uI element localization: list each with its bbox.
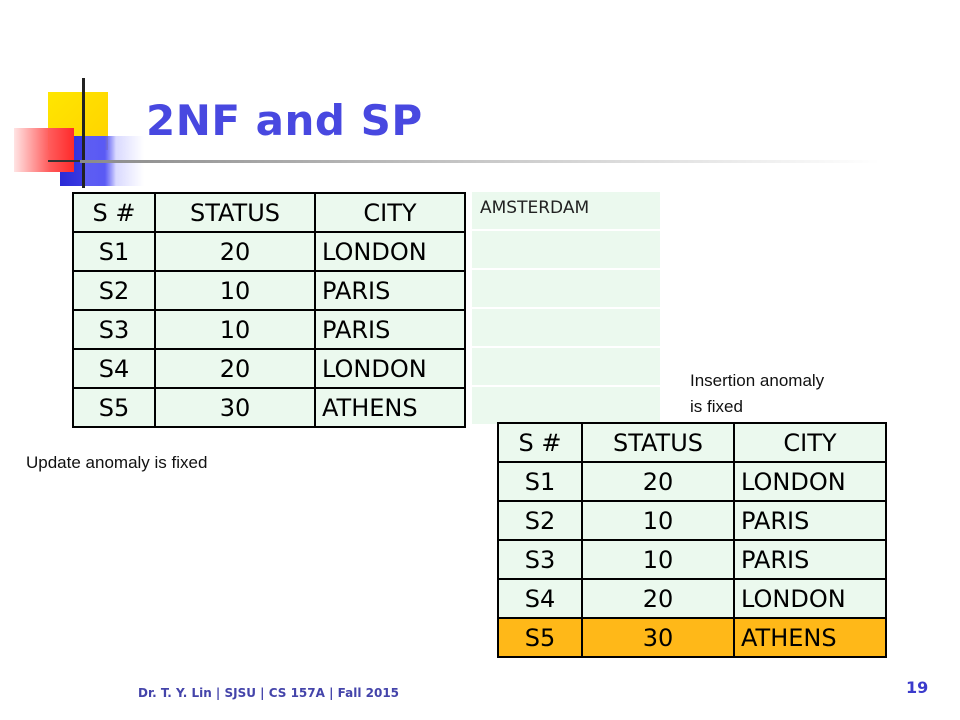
supplier-table-before [72, 192, 466, 428]
ghost-cell [472, 309, 660, 348]
cell-sno: S5 [498, 618, 582, 657]
cell-city: ATHENS [734, 618, 886, 657]
cell-status: 20 [155, 349, 315, 388]
table-row [498, 462, 886, 501]
table-header-row [73, 193, 465, 232]
cell-status: 30 [155, 388, 315, 427]
cell-status: 20 [582, 462, 734, 501]
cell-city: PARIS [734, 501, 886, 540]
table-row [73, 271, 465, 310]
header-cell-status: STATUS [155, 193, 315, 232]
cell-city: PARIS [315, 271, 465, 310]
header-cell-status: STATUS [582, 423, 734, 462]
ghost-column [472, 192, 660, 426]
ghost-cell [472, 270, 660, 309]
table-row [73, 232, 465, 271]
insertion-note-line2: is fixed [690, 397, 743, 416]
header-cell-sno: S # [498, 423, 582, 462]
cell-city: LONDON [734, 579, 886, 618]
ghost-cell [472, 387, 660, 426]
ghost-cell [472, 348, 660, 387]
header-cell-city: CITY [315, 193, 465, 232]
table-row [498, 501, 886, 540]
cell-status: 10 [582, 501, 734, 540]
table-row-highlighted [498, 618, 886, 657]
cell-status: 20 [582, 579, 734, 618]
supplier-table-after [497, 422, 887, 658]
cell-sno: S1 [73, 232, 155, 271]
insertion-anomaly-note [690, 368, 900, 420]
table-row [498, 540, 886, 579]
cell-status: 20 [155, 232, 315, 271]
header-cell-sno: S # [73, 193, 155, 232]
cell-status: 30 [582, 618, 734, 657]
table-row [498, 579, 886, 618]
ghost-cell [472, 231, 660, 270]
logo-red-square [14, 128, 74, 172]
cell-status: 10 [155, 310, 315, 349]
cell-sno: S1 [498, 462, 582, 501]
cell-city: PARIS [315, 310, 465, 349]
cell-sno: S4 [498, 579, 582, 618]
cell-city: LONDON [315, 232, 465, 271]
cell-city: ATHENS [315, 388, 465, 427]
title-underline [80, 160, 880, 163]
cell-sno: S3 [498, 540, 582, 579]
amsterdam-cell: AMSTERDAM [472, 192, 660, 231]
cell-status: 10 [155, 271, 315, 310]
cell-city: PARIS [734, 540, 886, 579]
header-cell-city: CITY [734, 423, 886, 462]
table-row [73, 388, 465, 427]
cell-status: 10 [582, 540, 734, 579]
cell-city: LONDON [315, 349, 465, 388]
logo-vertical-line [82, 78, 85, 188]
table-header-row [498, 423, 886, 462]
cell-sno: S3 [73, 310, 155, 349]
table-row [73, 310, 465, 349]
cell-sno: S5 [73, 388, 155, 427]
cell-sno: S4 [73, 349, 155, 388]
slide-footer: Dr. T. Y. Lin | SJSU | CS 157A | Fall 2015 [138, 686, 400, 700]
insertion-note-line1: Insertion anomaly [690, 371, 825, 390]
slide-title: 2NF and SP [146, 96, 423, 145]
cell-sno: S2 [73, 271, 155, 310]
cell-sno: S2 [498, 501, 582, 540]
page-number: 19 [906, 678, 929, 697]
cell-city: LONDON [734, 462, 886, 501]
table-row [73, 349, 465, 388]
update-anomaly-note: Update anomaly is fixed [26, 453, 208, 472]
